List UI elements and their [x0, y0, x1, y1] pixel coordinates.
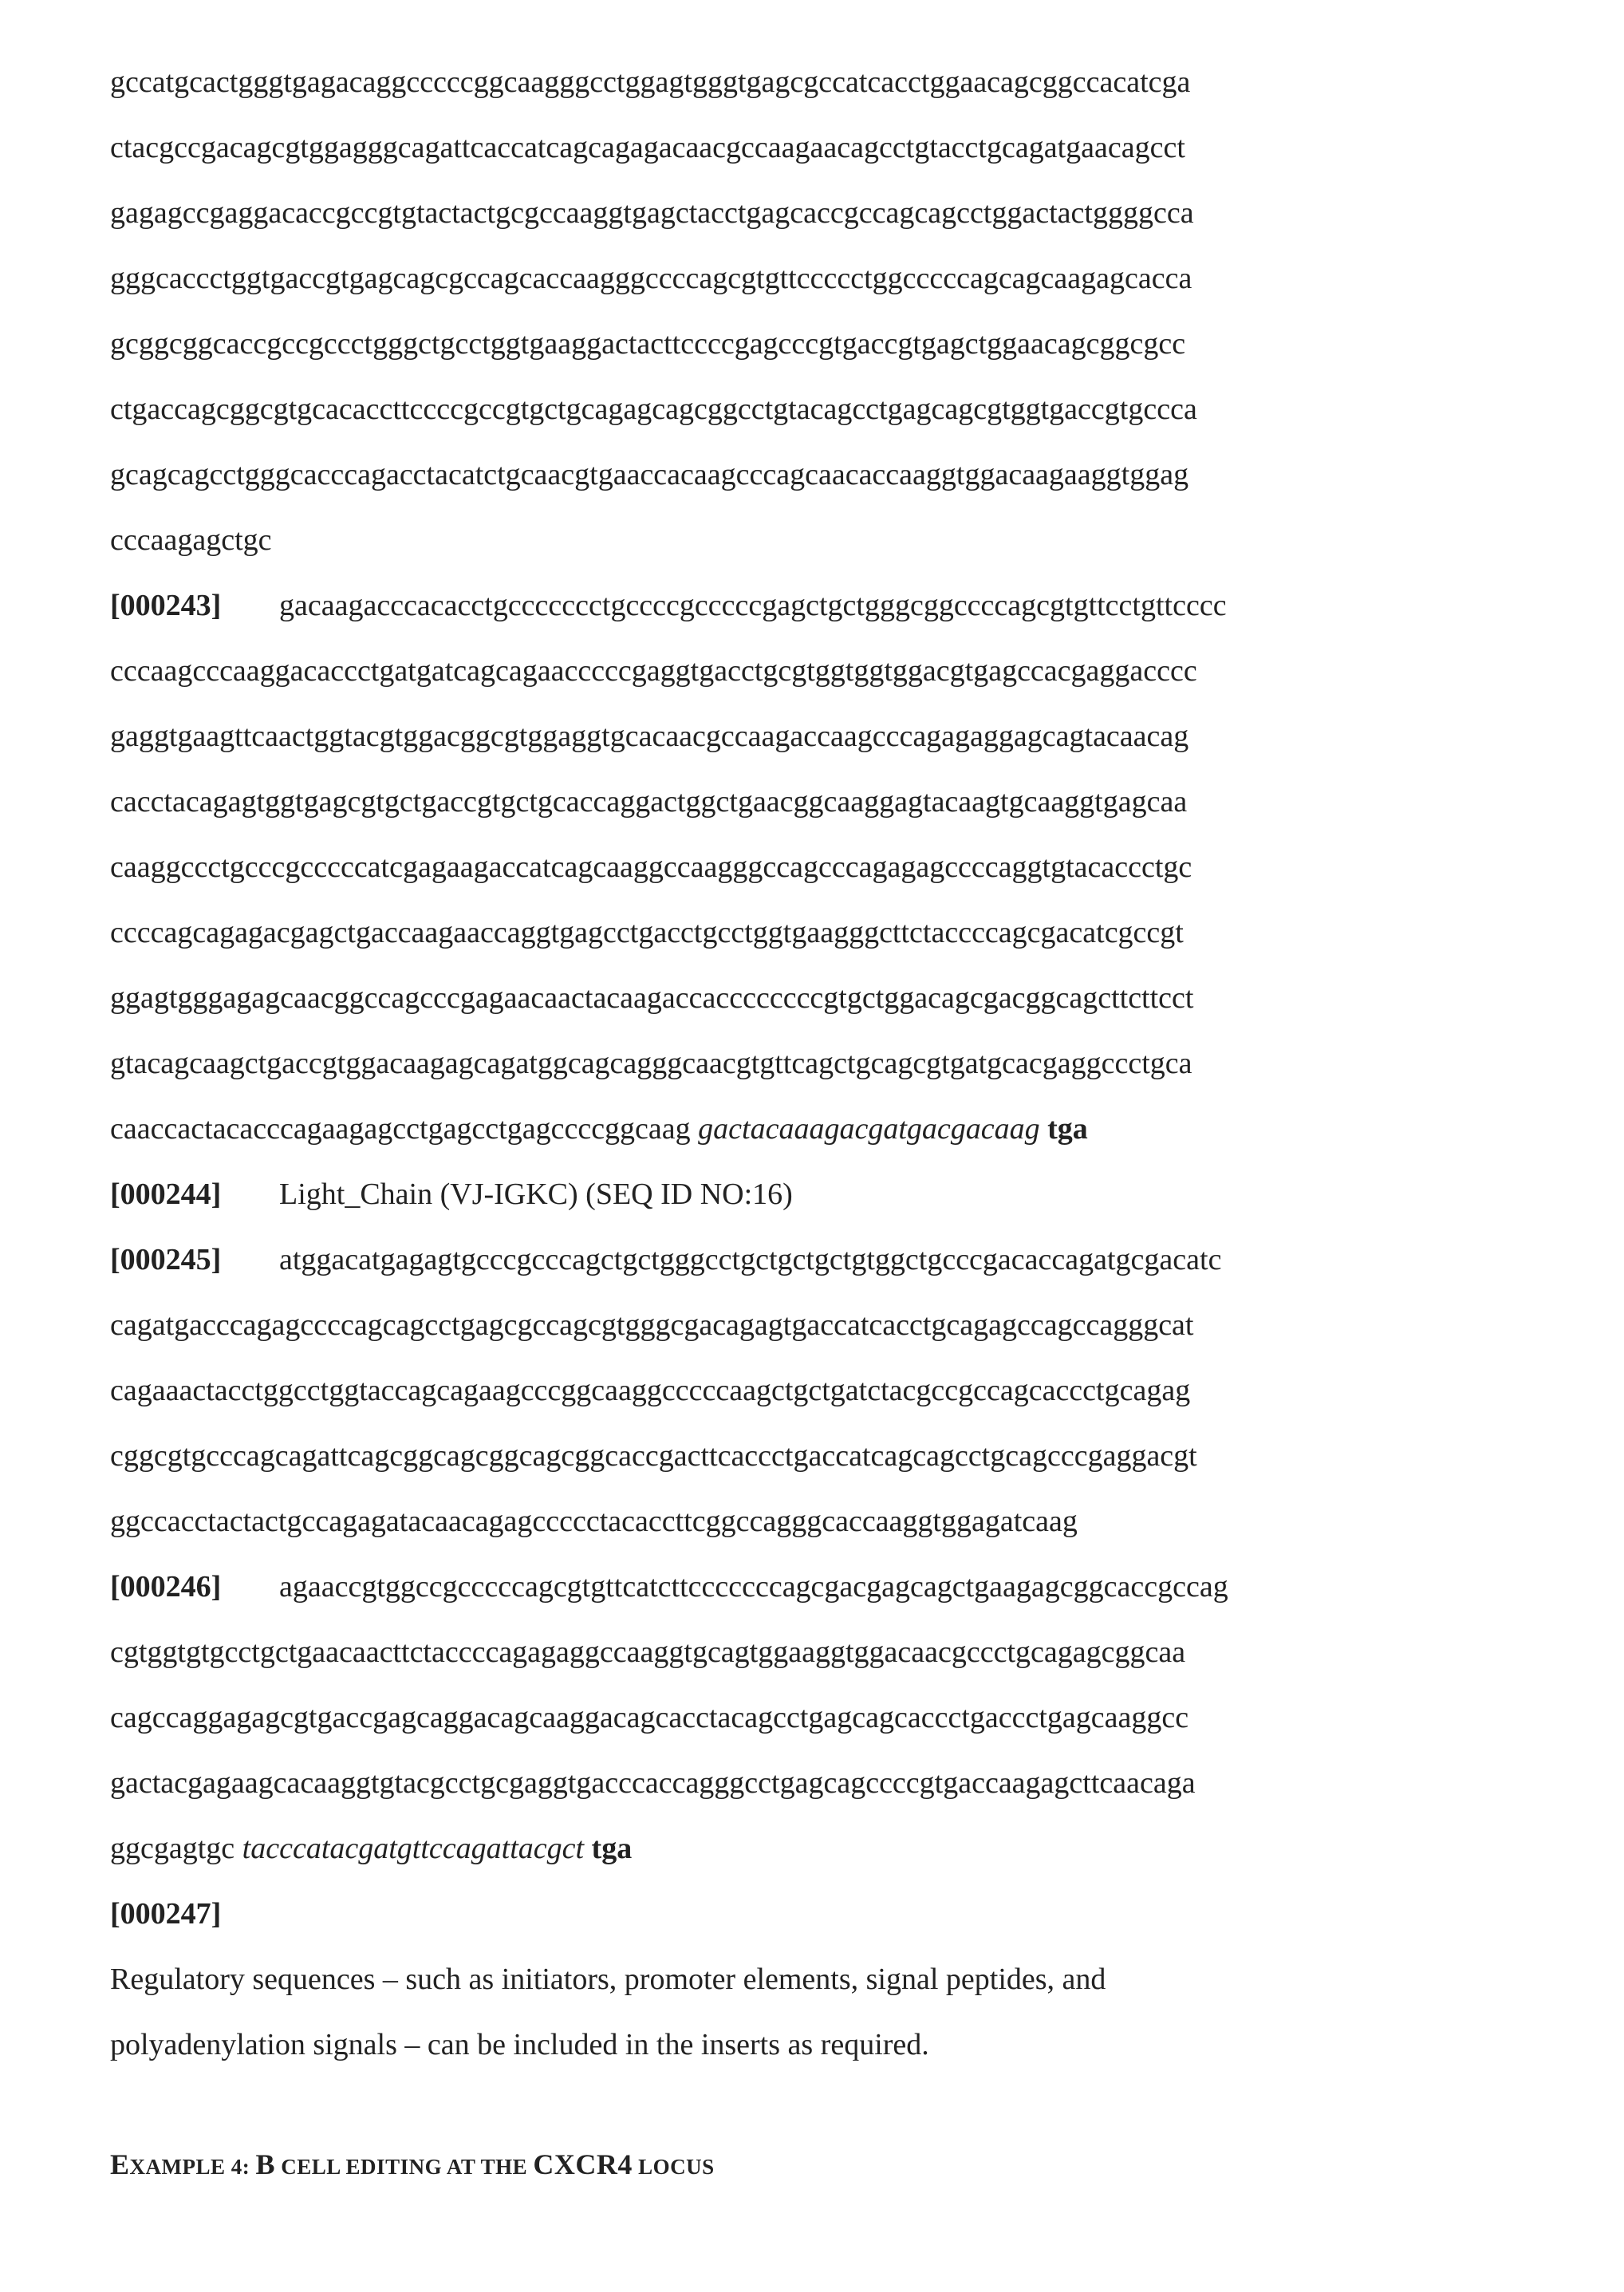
sequence-text: cccaagcccaaggacaccctgatgatcagcagaacccccgaggtgacctgcgtggtggtggacgtgagccacgaggacccc [110, 654, 1197, 688]
sequence-text: cgtggtgtgcctgctgaacaacttctaccccagagaggccaaggtgcagtggaaggtggacaacgccctgcagagcggcaa [110, 1635, 1185, 1669]
text-line [110, 1031, 1468, 1096]
paragraph-number: [000247] [110, 1881, 279, 1947]
sequence-text: gggcaccctggtgaccgtgagcagcgccagcaccaagggccccagcgtgttccccctggcccccagcagcaagagcacca [110, 262, 1192, 295]
sequence-text: gtacagcaagctgaccgtggacaagagcagatggcagcagggcaacgtgttcagctgcagcgtgatgcacgaggccctgca [110, 1047, 1192, 1080]
sequence-text: gactacgagaagcacaaggtgtacgcctgcgaggtgacccaccagggcctgagcagccccgtgaccaagagcttcaacaga [110, 1766, 1196, 1800]
paragraph-start-line [110, 573, 1468, 638]
text-line [110, 1358, 1468, 1423]
text-line [110, 442, 1468, 507]
sequence-text: gcggcggcaccgccgccctgggctgcctggtgaaggactacttccccgagcccgtgaccgtgagctggaacagcggcgcc [110, 327, 1185, 361]
sequence-text: ccccagcagagacgagctgaccaagaaccaggtgagcctgacctgcctggtgaagggcttctaccccagcgacatcgccgt [110, 916, 1184, 949]
heading-text: B [256, 2148, 276, 2180]
sequence-text: cagccaggagagcgtgaccgagcaggacagcaaggacagcacctacagcctgagcagcaccctgaccctgagcaaggcc [110, 1701, 1188, 1734]
sequence-text: Regulatory sequences – such as initiators, promoter elements, signal peptides, and [110, 1963, 1106, 1996]
text-line [110, 1292, 1468, 1358]
sequence-text: ctgaccagcggcgtgcacaccttccccgccgtgctgcagagcagcggcctgtacagcctgagcagcgtggtgaccgtgccca [110, 393, 1197, 426]
heading-text: LOCUS [633, 2155, 715, 2179]
paragraph-start-line [110, 1227, 1468, 1292]
text-line [110, 638, 1468, 704]
tag-sequence: gactacaaagacgatgacgacaag [698, 1112, 1039, 1146]
text-line [110, 1096, 1468, 1162]
text-line [110, 900, 1468, 965]
sequence-text: ggcgagtgc [110, 1832, 235, 1865]
text-line [110, 377, 1468, 442]
heading-text: E [110, 2148, 130, 2180]
paragraph-start-line [110, 1554, 1468, 1619]
sequence-text: polyadenylation signals – can be included in the inserts as required. [110, 2028, 929, 2061]
paragraph-number: [000243] [110, 573, 279, 638]
stop-codon: tga [1047, 1112, 1088, 1146]
sequence-text: caaggccctgcccgcccccatcgagaagaccatcagcaaggccaagggccagcccagagagccccaggtgtacaccctgc [110, 850, 1192, 884]
sequence-text: cggcgtgcccagcagattcagcggcagcggcagcggcaccgacttcaccctgaccatcagcagcctgcagcccgaggacgt [110, 1439, 1197, 1473]
text-line [110, 507, 1468, 573]
sequence-text: cccaagagctgc [110, 523, 272, 557]
sequence-text: caaccactacacccagaagagcctgagcctgagccccggcaag [110, 1112, 691, 1146]
heading-text: CXCR4 [533, 2148, 633, 2180]
heading-text: CELL EDITING AT THE [275, 2155, 533, 2179]
sequence-text: gagagccgaggacaccgccgtgtactactgcgccaaggtgagctacctgagcaccgccagcagcctggactactggggcca [110, 196, 1194, 230]
paragraph-number: [000245] [110, 1227, 279, 1292]
stop-codon: tga [592, 1832, 633, 1865]
paragraph-number: [000244] [110, 1162, 279, 1227]
heading-text: XAMPLE 4: [130, 2155, 256, 2179]
sequence-text: cacctacagagtggtgagcgtgctgaccgtgctgcaccaggactggctgaacggcaaggagtacaagtgcaaggtgagcaa [110, 785, 1187, 819]
sequence-text: gaggtgaagttcaactggtacgtggacggcgtggaggtgcacaacgccaagaccaagcccagagaggagcagtacaacag [110, 720, 1188, 753]
text-line [110, 834, 1468, 900]
sequence-text: Light_Chain (VJ-IGKC) (SEQ ID NO:16) [279, 1178, 793, 1211]
paragraph-start-line [110, 1881, 1468, 1947]
text-line [110, 1489, 1468, 1554]
sequence-text: gccatgcactgggtgagacaggcccccggcaagggcctggagtgggtgagcgccatcacctggaacagcggccacatcga [110, 65, 1190, 99]
paragraph-number: [000246] [110, 1554, 279, 1619]
text-line [110, 1423, 1468, 1489]
sequence-text: agaaccgtggccgcccccagcgtgttcatcttcccccccagcgacgagcagctgaagagcggcaccgccag [279, 1570, 1228, 1604]
sequence-text: cagatgacccagagccccagcagcctgagcgccagcgtgggcgacagagtgaccatcacctgcagagccagccagggcat [110, 1308, 1193, 1342]
sequence-text: ggagtgggagagcaacggccagcccgagaacaactacaagaccaccccccccgtgctggacagcgacggcagcttcttcct [110, 981, 1193, 1015]
text-line [110, 49, 1468, 115]
sequence-text: gacaagacccacacctgccccccctgccccgcccccgagctgctgggcggccccagcgtgttcctgttcccc [279, 589, 1227, 622]
text-line [110, 1685, 1468, 1750]
document-body [110, 49, 1468, 2077]
sequence-text: atggacatgagagtgcccgcccagctgctgggcctgctgctgctgtggctgcccgacaccagatgcgacatc [279, 1243, 1221, 1276]
section-heading [110, 2148, 715, 2181]
sequence-text: gcagcagcctgggcacccagacctacatctgcaacgtgaaccacaagcccagcaacaccaaggtggacaagaaggtggag [110, 458, 1188, 491]
text-line [110, 2012, 1468, 2077]
paragraph-start-line [110, 1162, 1468, 1227]
text-line [110, 115, 1468, 180]
text-line [110, 704, 1468, 769]
tag-sequence: tacccatacgatgttccagattacgct [242, 1832, 584, 1865]
text-line [110, 965, 1468, 1031]
text-line [110, 769, 1468, 834]
sequence-text: ggccacctactactgccagagatacaacagagccccctacaccttcggccagggcaccaaggtggagatcaag [110, 1505, 1078, 1538]
text-line [110, 180, 1468, 246]
text-line [110, 1750, 1468, 1816]
sequence-text: ctacgccgacagcgtggagggcagattcaccatcagcagagacaacgccaagaacagcctgtacctgcagatgaacagcct [110, 131, 1185, 164]
text-line [110, 1816, 1468, 1881]
text-line [110, 1947, 1468, 2012]
sequence-text: cagaaactacctggcctggtaccagcagaagcccggcaaggcccccaagctgctgatctacgccgccagcaccctgcagag [110, 1374, 1190, 1407]
text-line [110, 1619, 1468, 1685]
text-line [110, 246, 1468, 311]
text-line [110, 311, 1468, 377]
